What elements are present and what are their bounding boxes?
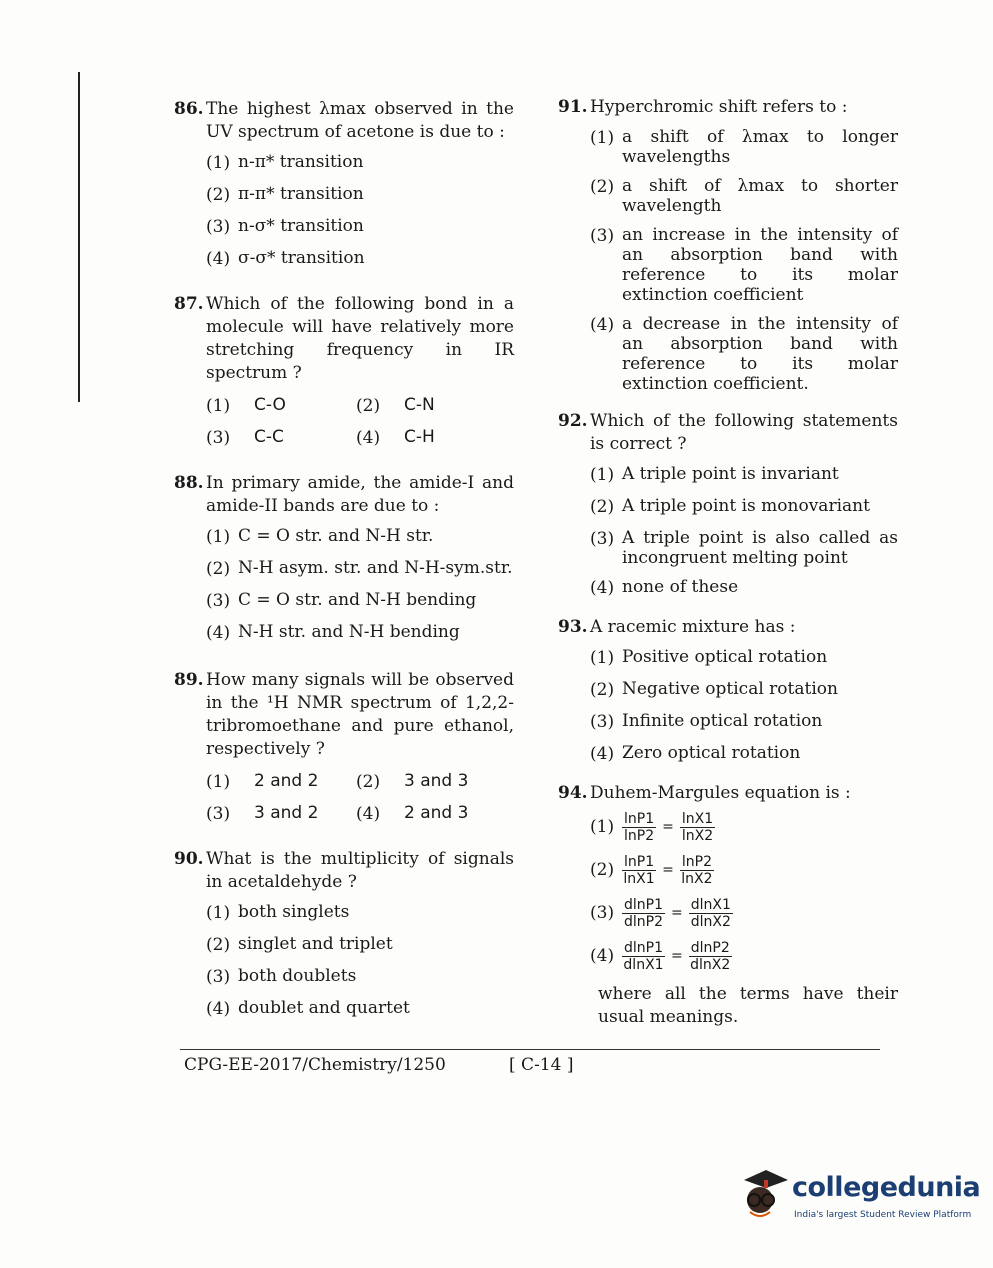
option-text: a decrease in the intensity of an absorption band with reference to its molar extinction coefficient.	[622, 314, 898, 394]
option-item	[590, 743, 898, 766]
options-grid	[206, 771, 514, 826]
option-number: (3)	[590, 712, 615, 732]
option-number: (2)	[206, 559, 231, 579]
question-number: 94.	[558, 783, 588, 803]
denominator: lnP2	[624, 828, 655, 844]
option-number: (4)	[590, 946, 615, 966]
option-text: a shift of λmax to shorter wavelength	[622, 176, 898, 216]
option-item	[590, 528, 898, 568]
question-text: The highest λmax observed in the UV spectrum of acetone is due to :	[206, 99, 514, 142]
logo-tagline: India's largest Student Review Platform	[794, 1210, 972, 1220]
option-number: (4)	[356, 428, 381, 448]
option-text: π-π* transition	[238, 184, 364, 204]
options-grid	[206, 395, 514, 450]
question-number: 90.	[174, 849, 204, 869]
option-text: C-O	[254, 395, 286, 415]
option-item	[356, 427, 506, 450]
fraction-left	[622, 854, 656, 887]
option-number: (1)	[206, 153, 231, 173]
option-number: (4)	[356, 804, 381, 824]
question-text: A racemic mixture has :	[590, 617, 796, 637]
option-text: both doublets	[238, 966, 357, 986]
fraction-left	[622, 811, 656, 844]
collegedunia-logo	[740, 1166, 981, 1226]
footer-rule	[180, 1049, 880, 1050]
option-item	[206, 526, 514, 549]
option-item	[206, 590, 514, 613]
denominator: lnX1	[623, 871, 655, 887]
option-text: a shift of λmax to longer wavelengths	[622, 127, 898, 167]
option-number: (1)	[590, 817, 615, 837]
option-item	[590, 225, 898, 305]
option-text: both singlets	[238, 902, 350, 922]
fraction-right	[689, 940, 732, 973]
option-number: (2)	[590, 177, 615, 197]
option-item	[206, 622, 514, 645]
question-number: 91.	[558, 97, 588, 117]
option-text: A triple point is invariant	[622, 464, 839, 484]
question-number: 86.	[174, 99, 204, 119]
question-head	[558, 410, 898, 456]
question-head	[558, 96, 898, 119]
option-text: n-π* transition	[238, 152, 364, 172]
option-item	[590, 711, 898, 734]
option-number: (3)	[206, 591, 231, 611]
option-number: (3)	[590, 529, 615, 549]
question-head	[174, 848, 514, 894]
option-item	[206, 934, 514, 957]
options-list	[206, 526, 514, 645]
fraction-left	[622, 897, 665, 930]
question-head	[174, 472, 514, 518]
question-text: How many signals will be observed in the ¹H NMR spectrum of 1,2,2-tribromoethane and pure ethanol, respectively ?	[206, 670, 514, 759]
option-number: (3)	[206, 217, 231, 237]
option-text: C = O str. and N-H str.	[238, 526, 434, 546]
option-number: (1)	[206, 903, 231, 923]
option-item	[206, 558, 514, 581]
fraction-right	[680, 854, 714, 887]
option-text: N-H str. and N-H bending	[238, 622, 460, 642]
option-item	[206, 152, 514, 175]
question-head	[174, 669, 514, 761]
option-text: none of these	[622, 577, 739, 597]
equals-sign: =	[671, 948, 683, 964]
option-item	[590, 314, 898, 394]
option-item	[206, 248, 514, 271]
option-number: (2)	[206, 185, 231, 205]
options-list	[590, 464, 898, 600]
equals-sign: =	[662, 862, 674, 878]
page-number: [ C-14 ]	[509, 1055, 574, 1075]
option-item	[206, 184, 514, 207]
option-item	[590, 176, 898, 216]
option-text: C-C	[254, 427, 284, 447]
option-text: 3 and 2	[254, 803, 319, 823]
question-number: 93.	[558, 617, 588, 637]
fraction-right	[689, 897, 733, 930]
question-number: 92.	[558, 411, 588, 431]
option-item	[206, 771, 356, 794]
option-item	[206, 427, 356, 450]
numerator: dlnP1	[624, 897, 663, 913]
option-item	[206, 216, 514, 239]
option-number: (2)	[590, 860, 615, 880]
option-text: A triple point is also called as incongruent melting point	[622, 528, 898, 568]
option-number: (1)	[590, 465, 615, 485]
option-number: (1)	[206, 396, 231, 416]
option-number: (3)	[206, 804, 231, 824]
margin-line	[78, 72, 80, 402]
option-number: (1)	[590, 648, 615, 668]
option-number: (4)	[590, 578, 615, 598]
paper-code: CPG-EE-2017/Chemistry/1250	[184, 1055, 446, 1075]
option-number: (2)	[590, 680, 615, 700]
option-text: C = O str. and N-H bending	[238, 590, 477, 610]
options-list	[206, 152, 514, 271]
equation-option	[590, 811, 898, 844]
equation-option	[590, 897, 898, 930]
option-item	[206, 395, 356, 418]
question-94	[558, 782, 898, 1029]
option-number: (2)	[590, 497, 615, 517]
equation-option	[590, 854, 898, 887]
numerator: lnP1	[624, 854, 655, 870]
question-91	[558, 96, 898, 394]
denominator: dlnP2	[624, 914, 663, 930]
question-90	[174, 848, 514, 1021]
option-item	[206, 803, 356, 826]
option-text: C-N	[404, 395, 435, 415]
question-92	[558, 410, 898, 600]
option-item	[590, 496, 898, 519]
numerator: lnP2	[681, 854, 712, 870]
question-text: Duhem-Margules equation is :	[590, 783, 851, 803]
logo-wordmark: collegedunia	[792, 1172, 981, 1203]
option-number: (3)	[206, 428, 231, 448]
equals-sign: =	[662, 819, 674, 835]
question-head	[174, 98, 514, 144]
option-text: Negative optical rotation	[622, 679, 838, 699]
question-number: 89.	[174, 670, 204, 690]
option-item	[590, 577, 898, 600]
options-list	[590, 127, 898, 394]
option-text: N-H asym. str. and N-H-sym.str.	[238, 558, 513, 578]
denominator: dlnX2	[690, 914, 731, 930]
option-number: (1)	[206, 527, 231, 547]
option-text: 3 and 3	[404, 771, 469, 791]
option-item	[590, 127, 898, 167]
question-text: Which of the following statements is correct ?	[590, 411, 898, 454]
option-text: Infinite optical rotation	[622, 711, 823, 731]
option-number: (2)	[206, 935, 231, 955]
fraction-left	[622, 940, 665, 973]
equals-sign: =	[671, 905, 683, 921]
option-number: (4)	[206, 999, 231, 1019]
options-list	[206, 902, 514, 1021]
option-number: (3)	[590, 226, 615, 246]
numerator: lnX1	[681, 811, 714, 827]
question-number: 87.	[174, 294, 204, 314]
option-number: (4)	[206, 623, 231, 643]
question-number: 88.	[174, 473, 204, 493]
left-column	[174, 98, 514, 1037]
option-text: A triple point is monovariant	[622, 496, 870, 516]
numerator: dlnP2	[690, 940, 730, 956]
fraction-right	[680, 811, 715, 844]
question-text: In primary amide, the amide-I and amide-II bands are due to :	[206, 473, 514, 516]
numerator: dlnP1	[624, 940, 663, 956]
equation-note: where all the terms have their usual meanings.	[598, 984, 898, 1027]
option-text: 2 and 2	[254, 771, 319, 791]
option-item	[356, 771, 506, 794]
question-87	[174, 293, 514, 450]
denominator: dlnX2	[690, 957, 731, 973]
mascot-icon	[740, 1166, 792, 1224]
option-number: (2)	[356, 396, 381, 416]
question-88	[174, 472, 514, 645]
question-text: Which of the following bond in a molecule will have relatively more stretching frequency in IR spectrum ?	[206, 294, 514, 383]
denominator: lnX2	[681, 871, 713, 887]
question-93	[558, 616, 898, 766]
option-item	[356, 395, 506, 418]
option-item	[590, 679, 898, 702]
option-text: an increase in the intensity of an absorption band with reference to its molar extinction coefficient	[622, 225, 898, 305]
denominator: dlnX1	[623, 957, 664, 973]
numerator: dlnX1	[690, 897, 731, 913]
options-list	[590, 647, 898, 766]
question-89	[174, 669, 514, 826]
option-text: doublet and quartet	[238, 998, 410, 1018]
question-text: What is the multiplicity of signals in acetaldehyde ?	[206, 849, 514, 892]
question-head	[174, 293, 514, 385]
option-text: n-σ* transition	[238, 216, 364, 236]
option-number: (1)	[590, 128, 615, 148]
question-86	[174, 98, 514, 271]
option-item	[206, 966, 514, 989]
denominator: lnX2	[681, 828, 714, 844]
option-number: (3)	[590, 903, 615, 923]
numerator: lnP1	[624, 811, 655, 827]
option-text: C-H	[404, 427, 435, 447]
option-number: (2)	[356, 772, 381, 792]
option-item	[356, 803, 506, 826]
right-column	[558, 96, 898, 1045]
option-number: (4)	[590, 744, 615, 764]
option-item	[206, 998, 514, 1021]
question-text: Hyperchromic shift refers to :	[590, 97, 848, 117]
option-text: σ-σ* transition	[238, 248, 365, 268]
question-head	[558, 616, 898, 639]
option-text: 2 and 3	[404, 803, 469, 823]
option-text: Positive optical rotation	[622, 647, 828, 667]
option-number: (3)	[206, 967, 231, 987]
option-item	[590, 647, 898, 670]
option-text: singlet and triplet	[238, 934, 393, 954]
option-number: (1)	[206, 772, 231, 792]
option-text: Zero optical rotation	[622, 743, 801, 763]
option-item	[206, 902, 514, 925]
option-number: (4)	[206, 249, 231, 269]
equation-option	[590, 940, 898, 973]
option-item	[590, 464, 898, 487]
option-number: (4)	[590, 315, 615, 335]
